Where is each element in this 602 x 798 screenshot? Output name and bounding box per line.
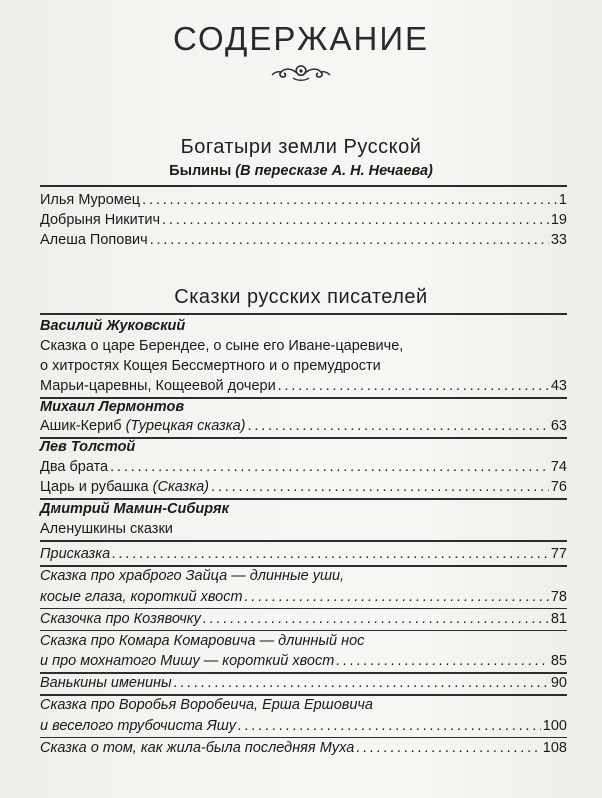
entry-title: Сказка о том, как жила-была последняя Муха [40, 739, 355, 756]
page-number: 76 [550, 479, 567, 495]
subsection-title: Былины [169, 163, 232, 179]
leader-dots [112, 544, 549, 564]
toc-entry[interactable] [40, 673, 567, 693]
toc-entry[interactable] [40, 609, 567, 629]
toc-entry[interactable] [40, 376, 567, 396]
author-name: Дмитрий Мамин-Сибиряк [40, 501, 229, 517]
collection-title [40, 519, 567, 539]
leader-dots [238, 716, 541, 736]
page-number: 63 [550, 418, 567, 434]
entry-title: и про мохнатого Мишу — короткий хвост [40, 653, 335, 669]
entry-text: Царь и рубашка [40, 479, 149, 495]
page-number: 1 [558, 192, 567, 208]
leader-dots [278, 376, 549, 396]
entry-text: Сказка про Комара Комаровича — длинный нос [40, 632, 365, 649]
entry-title [40, 416, 245, 436]
subsection-heading-byliny [0, 163, 602, 179]
leader-dots [142, 190, 557, 210]
entry-title: и веселого трубочиста Яшу [40, 717, 237, 734]
page-number: 43 [550, 378, 567, 394]
entry-text: о хитростях Кощея Бессмертного и о премудрости [40, 358, 381, 374]
toc-entry[interactable] [40, 416, 567, 436]
collection-text: Аленушкины сказки [40, 521, 173, 537]
page-number: 77 [550, 546, 567, 562]
leader-dots [247, 416, 548, 436]
leader-dots [162, 210, 549, 230]
page-number: 78 [550, 588, 567, 605]
entry-title: Илья Муромец [40, 192, 141, 208]
page-number: 19 [550, 212, 567, 228]
toc-entry[interactable] [40, 230, 567, 250]
subsection-note: (В пересказе А. Н. Нечаева) [235, 163, 433, 179]
page-number: 74 [550, 459, 567, 475]
author-name: Михаил Лермонтов [40, 399, 185, 415]
toc-entry[interactable] [40, 477, 567, 497]
toc-entry[interactable] [40, 651, 567, 671]
page-title: СОДЕРЖАНИЕ [172, 20, 430, 57]
section-heading-bogatyri: Богатыри земли Русской [180, 136, 422, 158]
toc-entry[interactable] [40, 716, 567, 736]
entry-text: Сказка о царе Берендее, о сыне его Иване-царевиче, [40, 338, 404, 354]
toc-entry-line [40, 631, 567, 651]
toc-entry[interactable] [40, 457, 567, 477]
toc-entry-line [40, 356, 567, 376]
entry-title: Два брата [40, 459, 109, 475]
leader-dots [245, 587, 549, 607]
toc-entry-line [40, 336, 567, 356]
entry-title: Добрыня Никитич [40, 212, 161, 228]
entry-title: Ванькины именины [40, 675, 172, 691]
author-name: Лев Толстой [40, 439, 136, 455]
page-number: 85 [550, 653, 567, 669]
entry-title: косые глаза, короткий хвост [40, 588, 243, 605]
leader-dots [110, 457, 549, 477]
entry-title [40, 477, 209, 497]
toc-entry[interactable] [40, 190, 567, 210]
entry-text: Сказка про храброго Зайца — длинные уши, [40, 568, 345, 584]
page-number: 81 [550, 610, 567, 627]
entry-title: Присказка [40, 546, 111, 562]
divider-line [40, 498, 567, 500]
divider-line [40, 185, 567, 187]
page-number: 33 [550, 232, 567, 248]
leader-dots [203, 609, 549, 629]
leader-dots [356, 738, 540, 758]
entry-note: (Турецкая сказка) [125, 418, 246, 434]
leader-dots [336, 651, 549, 671]
ornament-icon [271, 62, 331, 84]
toc-entry[interactable] [40, 587, 567, 607]
author-name: Василий Жуковский [40, 318, 186, 334]
entry-text: Сказка про Воробья Воробеича, Ерша Ершовича [40, 697, 373, 713]
divider-line [40, 540, 567, 542]
toc-entry[interactable] [40, 544, 567, 564]
entry-title: Сказочка про Козявочку [40, 610, 201, 627]
section-heading-skazki: Сказки русских писателей [174, 286, 428, 308]
entry-text: Ашик-Кериб [40, 418, 122, 434]
page-number: 108 [542, 739, 567, 756]
leader-dots [211, 477, 549, 497]
page-number: 100 [542, 717, 567, 734]
entry-title: Алеша Попович [40, 232, 148, 248]
entry-note: (Сказка) [152, 479, 210, 495]
page-number: 90 [550, 675, 567, 691]
toc-entry-line [40, 566, 567, 586]
toc-entry[interactable] [40, 210, 567, 230]
leader-dots [150, 230, 549, 250]
entry-title: Марьи-царевны, Кощеевой дочери [40, 378, 276, 394]
toc-entry-line [40, 695, 567, 715]
divider-line [40, 313, 567, 315]
leader-dots [174, 673, 549, 693]
toc-entry[interactable] [40, 738, 567, 758]
